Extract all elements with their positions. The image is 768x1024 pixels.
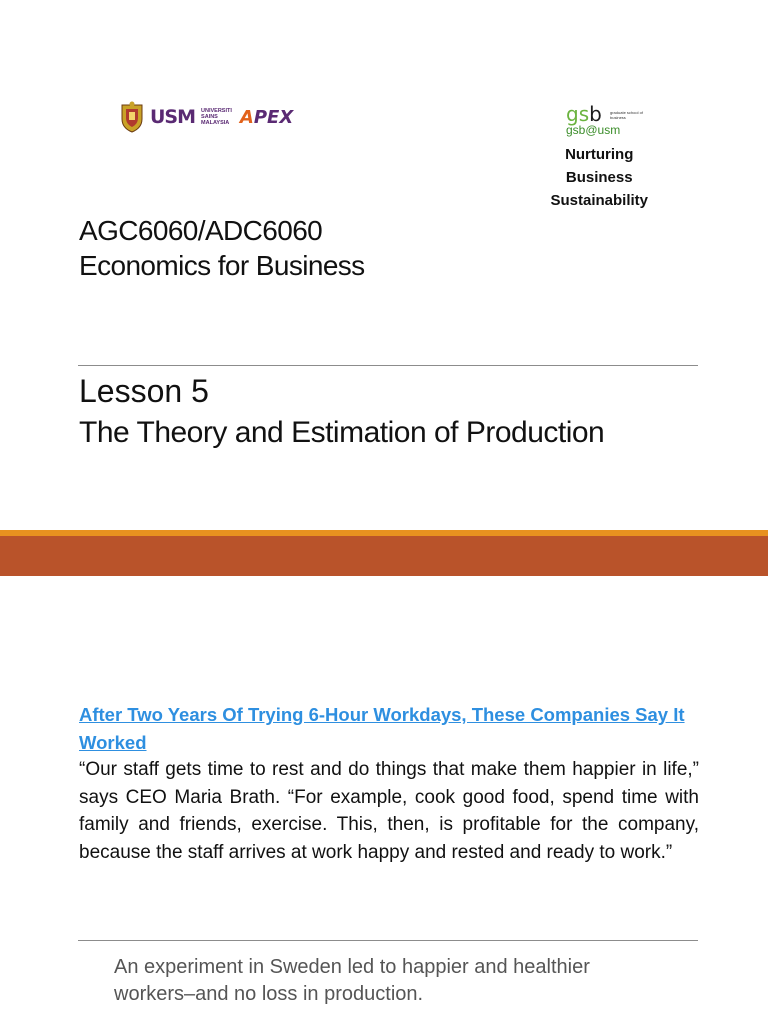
usm-logo-subtext: UNIVERSITI SAINS MALAYSIA bbox=[201, 108, 232, 126]
gsb-logo-letters: gsb bbox=[566, 102, 602, 126]
tagline-line: Sustainability bbox=[550, 192, 648, 209]
gsb-logo-url: gsb@usm bbox=[566, 123, 621, 137]
apex-logo: APEX bbox=[239, 106, 294, 128]
gsb-logo bbox=[566, 104, 652, 136]
tagline-line: Business bbox=[565, 169, 633, 186]
accent-band bbox=[0, 536, 768, 576]
course-code: AGC6060/ADC6060 bbox=[79, 215, 323, 246]
article-quote: “Our staff gets time to rest and do things that make them happier in life,” says CEO Maria Brath. “For example, cook good food, spend time with family and friends, exercise. This, then, is profitable for the company, because the staff arrives at work happy and rested and ready to work.” bbox=[79, 759, 699, 863]
university-crest-icon bbox=[118, 101, 146, 133]
tagline bbox=[550, 143, 648, 212]
caption: An experiment in Sweden led to happier and healthier workers–and no loss in production. bbox=[114, 956, 590, 1005]
lesson-number: Lesson 5 bbox=[79, 373, 209, 409]
tagline-line: Nurturing bbox=[565, 146, 634, 163]
divider bbox=[78, 365, 698, 366]
course-title bbox=[79, 213, 365, 283]
lesson-title: The Theory and Estimation of Production bbox=[79, 416, 605, 449]
article-link[interactable]: After Two Years Of Trying 6-Hour Workdays, These Companies Say It Worked bbox=[79, 704, 685, 753]
divider bbox=[78, 940, 698, 941]
article-block bbox=[79, 701, 699, 866]
course-name: Economics for Business bbox=[79, 250, 365, 281]
gsb-logo-fullname: graduate school of business bbox=[610, 110, 643, 120]
university-logos bbox=[118, 100, 293, 134]
usm-logo-text: USM bbox=[150, 106, 196, 128]
